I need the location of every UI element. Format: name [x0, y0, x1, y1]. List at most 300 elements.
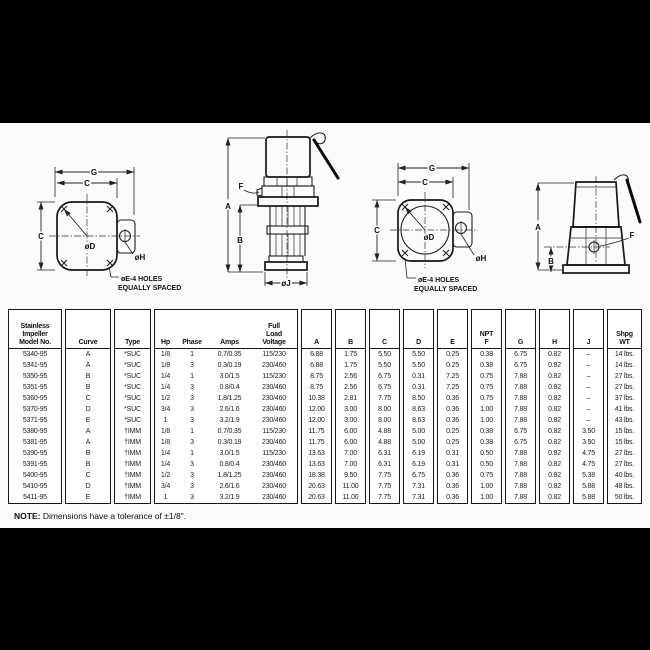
table-cell: 8.00 [378, 417, 391, 424]
table-cell: 7.88 [514, 384, 527, 391]
table-cell: 1/2 [160, 395, 171, 402]
table-cell: 6.75 [514, 351, 527, 358]
table-column-box [114, 309, 151, 504]
table-cell: 0.25 [446, 428, 459, 435]
table-cell: 2.56 [344, 384, 357, 391]
column-header: E [450, 339, 455, 346]
table-cell: 230/460 [262, 494, 286, 501]
table-cell: 0.75 [480, 395, 493, 402]
table-cell: 1.75 [344, 362, 357, 369]
table-cell: 4.75 [582, 450, 595, 457]
table-cell: 0.82 [548, 472, 561, 479]
table-cell: 0.82 [548, 461, 561, 468]
table-column-box [437, 309, 468, 504]
table-cell: 3 [190, 395, 194, 402]
table-column-box [471, 309, 502, 504]
letterbox-bottom [0, 528, 650, 650]
table-cell: 12.00 [308, 417, 325, 424]
table-cell: B [85, 384, 91, 391]
dim-label-c-left: C [38, 232, 44, 241]
dim-label-b: B [548, 257, 554, 266]
dim-label-f: F [238, 182, 244, 191]
table-cell: 27 lbs. [614, 373, 635, 380]
table-cell: 0.82 [548, 351, 561, 358]
dim-label-c-top: C [84, 179, 90, 188]
table-cell: C [85, 395, 91, 402]
table-cell: †IMM [124, 472, 141, 479]
table-cell: 2.6/1.6 [219, 406, 240, 413]
table-cell: 5.50 [378, 351, 391, 358]
table-cell: 230/460 [262, 439, 286, 446]
table-cell: 6.31 [378, 450, 391, 457]
holes-note-line1: øE-4 HOLES [121, 276, 163, 283]
table-cell: 0.31 [412, 384, 425, 391]
table-cell: 4.88 [378, 439, 391, 446]
table-cell: 5390-95 [22, 450, 48, 457]
spec-table [8, 309, 642, 504]
table-cell: 0.82 [548, 494, 561, 501]
table-cell: 7.75 [378, 483, 391, 490]
dim-label-c-left: C [374, 226, 380, 235]
table-cell: 3/4 [160, 483, 171, 490]
column-header: D [416, 339, 421, 346]
table-cell: 6.88 [310, 351, 323, 358]
table-cell: 0.36 [446, 483, 459, 490]
table-cell: 50 lbs. [614, 494, 635, 501]
table-cell: 5.50 [412, 351, 425, 358]
table-cell: 0.82 [548, 428, 561, 435]
table-cell: 7.88 [514, 417, 527, 424]
table-cell: 20.63 [308, 483, 325, 490]
table-cell: 0.25 [446, 439, 459, 446]
table-cell: 7.88 [514, 395, 527, 402]
table-cell: 2.81 [344, 395, 357, 402]
table-column-box [607, 309, 642, 504]
table-cell: 0.38 [480, 351, 493, 358]
table-cell: †IMM [124, 461, 141, 468]
dim-label-h: øH [134, 253, 146, 262]
dim-label-d: øD [84, 242, 96, 251]
table-cell: 0.82 [548, 406, 561, 413]
table-cell: 7.88 [514, 450, 527, 457]
table-cell: C [85, 472, 91, 479]
table-cell: 9.50 [344, 472, 357, 479]
table-cell: †IMM [124, 428, 141, 435]
table-cell: 1/8 [160, 439, 171, 446]
table-cell: 5.50 [378, 362, 391, 369]
table-cell: *SUC [124, 351, 141, 358]
table-cell: 7.88 [514, 373, 527, 380]
table-cell: 6.00 [344, 428, 357, 435]
table-cell: 0.38 [480, 428, 493, 435]
table-cell: 5.88 [582, 494, 595, 501]
table-cell: 0.25 [446, 362, 459, 369]
table-cell: B [85, 373, 91, 380]
table-cell: 1 [163, 494, 168, 501]
table-cell: 0.82 [548, 450, 561, 457]
table-cell: 3.0/1.5 [219, 450, 240, 457]
table-cell: 15 lbs. [614, 428, 635, 435]
table-cell: 3 [190, 472, 194, 479]
table-cell: 0.7/0.35 [217, 351, 242, 358]
table-cell: B [85, 461, 91, 468]
table-column-box [369, 309, 400, 504]
table-cell: *SUC [124, 417, 141, 424]
table-cell: 1.8/1.25 [217, 395, 242, 402]
table-cell: 0.36 [446, 472, 459, 479]
table-cell: 0.31 [412, 373, 425, 380]
table-cell: – [586, 417, 591, 424]
table-cell: D [85, 406, 91, 413]
table-cell: – [586, 373, 591, 380]
table-cell: 3 [190, 461, 194, 468]
table-cell: 37 lbs. [614, 395, 635, 402]
table-cell: 5371-95 [22, 417, 48, 424]
table-cell: 43 lbs. [614, 417, 635, 424]
table-cell: 6.19 [412, 450, 425, 457]
table-cell: 0.82 [548, 362, 561, 369]
table-cell: 18.38 [308, 472, 325, 479]
footnote-text: Dimensions have a tolerance of ±1/8". [40, 511, 187, 521]
dim-label-c-top: C [422, 178, 428, 187]
table-cell: *SUC [124, 395, 141, 402]
catalog-page [0, 123, 650, 528]
table-cell: 230/460 [262, 472, 286, 479]
table-cell: 1/2 [160, 472, 171, 479]
table-cell: 11.00 [342, 494, 359, 501]
table-cell: 3.50 [582, 428, 595, 435]
table-cell: †IMM [124, 483, 141, 490]
table-cell: 5350-95 [22, 373, 48, 380]
table-cell: 1/4 [160, 384, 171, 391]
dim-label-d: øD [423, 233, 435, 242]
table-cell: 0.36 [446, 395, 459, 402]
table-cell: *SUC [124, 406, 141, 413]
column-header: Stainless Impeller Model No. [19, 323, 51, 346]
table-cell: 0.82 [548, 384, 561, 391]
table-cell: 0.82 [548, 483, 561, 490]
table-cell: †IMM [124, 494, 141, 501]
dim-label-h: øH [475, 254, 487, 263]
table-cell: – [586, 384, 591, 391]
table-cell: 5360-95 [22, 395, 48, 402]
dim-label-a: A [535, 223, 541, 232]
table-cell: A [85, 428, 91, 435]
table-cell: 41 lbs. [614, 406, 635, 413]
table-cell: 1/4 [160, 450, 171, 457]
table-cell: 0.8/0.4 [219, 384, 240, 391]
table-cell: 8.63 [412, 406, 425, 413]
table-cell: 1.00 [480, 406, 493, 413]
column-header: Full Load Voltage [262, 323, 286, 346]
table-cell: 230/460 [262, 483, 286, 490]
table-cell: 5341-95 [22, 362, 48, 369]
table-cell: 0.36 [446, 494, 459, 501]
table-cell: 5.00 [412, 439, 425, 446]
table-cell: 0.50 [480, 450, 493, 457]
holes-note-line1: øE-4 HOLES [418, 277, 460, 284]
table-column-box [154, 309, 298, 504]
table-cell: 0.82 [548, 395, 561, 402]
table-cell: 3 [190, 494, 194, 501]
table-cell: 5411-95 [23, 494, 47, 501]
table-cell: 6.19 [412, 461, 425, 468]
dim-label-j: øJ [281, 279, 291, 288]
table-cell: 1 [190, 450, 194, 457]
table-cell: 3 [190, 417, 194, 424]
table-cell: 0.36 [446, 406, 459, 413]
table-cell: 7.25 [446, 373, 459, 380]
table-cell: 0.82 [548, 417, 561, 424]
table-cell: 0.31 [446, 450, 459, 457]
table-cell: 5410-95 [22, 483, 48, 490]
table-cell: 115/230 [262, 351, 286, 358]
table-cell: 11.00 [342, 483, 359, 490]
table-cell: 0.3/0.19 [217, 362, 242, 369]
table-cell: 3 [190, 439, 194, 446]
table-cell: 0.25 [446, 351, 459, 358]
column-header: G [517, 339, 524, 346]
table-cell: 6.75 [412, 472, 425, 479]
table-cell: 15 lbs. [614, 439, 635, 446]
table-cell: 115/230 [262, 428, 286, 435]
table-cell: 0.38 [480, 439, 493, 446]
table-cell: 3.00 [344, 406, 357, 413]
table-cell: 5391-95 [22, 461, 48, 468]
table-cell: †IMM [124, 450, 141, 457]
table-cell: 115/230 [262, 450, 286, 457]
table-cell: 230/460 [262, 384, 286, 391]
table-cell: 8.75 [310, 384, 323, 391]
holes-note-line2: EQUALLY SPACED [414, 286, 478, 293]
table-cell: 230/460 [262, 406, 286, 413]
table-cell: 3 [190, 406, 194, 413]
column-header: H [552, 339, 557, 346]
table-cell: *SUC [124, 362, 141, 369]
table-cell: 7.88 [514, 483, 527, 490]
table-cell: 1.75 [344, 351, 357, 358]
table-cell: A [85, 351, 91, 358]
table-cell: 230/460 [262, 461, 286, 468]
table-cell: 0.75 [480, 373, 493, 380]
table-column-box [335, 309, 366, 504]
table-cell: 5381-95 [22, 439, 48, 446]
side-view-drawing-immersion [213, 128, 353, 300]
table-cell: A [85, 362, 91, 369]
column-header: Type [124, 339, 141, 346]
table-cell: 3.2/1.9 [219, 494, 240, 501]
table-cell: 6.88 [310, 362, 323, 369]
table-cell: 2.56 [344, 373, 357, 380]
table-cell: 12.00 [308, 406, 325, 413]
table-cell: 1.00 [480, 417, 493, 424]
table-cell: – [586, 406, 591, 413]
table-cell: 3 [190, 384, 194, 391]
table-cell: 5400-95 [22, 472, 48, 479]
table-cell: 230/460 [262, 362, 286, 369]
table-cell: 7.88 [514, 461, 527, 468]
table-cell: 0.8/0.4 [219, 461, 240, 468]
table-cell: 14 lbs. [614, 351, 635, 358]
column-header: A [314, 339, 319, 346]
table-column-box [505, 309, 536, 504]
table-cell: 0.75 [480, 384, 493, 391]
table-cell: 8.63 [412, 417, 425, 424]
table-cell: 7.00 [344, 461, 357, 468]
letterbox-top [0, 0, 650, 123]
table-cell: 0.38 [480, 362, 493, 369]
table-cell: 5.38 [582, 472, 595, 479]
table-cell: 230/460 [262, 395, 286, 402]
table-cell: 6.00 [344, 439, 357, 446]
table-cell: 0.50 [480, 461, 493, 468]
table-cell: 14 lbs. [614, 362, 635, 369]
table-cell: 0.82 [548, 439, 561, 446]
table-cell: 0.31 [446, 461, 459, 468]
table-column-box [301, 309, 332, 504]
table-cell: 0.7/0.35 [217, 428, 242, 435]
table-cell: – [586, 362, 591, 369]
table-cell: 6.75 [514, 428, 527, 435]
table-cell: 6.75 [378, 384, 391, 391]
side-view-drawing-suction [528, 138, 650, 303]
table-cell: 0.36 [446, 417, 459, 424]
table-cell: 3 [190, 483, 194, 490]
column-header: Shpg WT [616, 331, 633, 346]
table-cell: 1/8 [160, 351, 171, 358]
table-cell: 1 [163, 417, 168, 424]
table-cell: 1/4 [160, 373, 171, 380]
table-cell: 13.63 [308, 461, 325, 468]
table-cell: 115/230 [262, 373, 286, 380]
table-cell: 5.00 [412, 428, 425, 435]
table-cell: 7.88 [514, 494, 527, 501]
table-cell: 7.75 [378, 395, 391, 402]
holes-note-line2: EQUALLY SPACED [118, 285, 182, 292]
table-cell: 1 [190, 373, 194, 380]
footnote-label: NOTE: [14, 511, 41, 521]
table-cell: 3.0/1.5 [219, 373, 240, 380]
table-cell: 7.75 [378, 472, 391, 479]
table-cell: 6.75 [514, 439, 527, 446]
table-cell: 7.31 [412, 483, 425, 490]
table-cell: 48 lbs. [614, 483, 635, 490]
table-cell: 5.88 [582, 483, 595, 490]
dim-label-g: G [90, 168, 98, 177]
table-cell: 7.75 [378, 494, 391, 501]
table-cell: 6.75 [514, 362, 527, 369]
table-cell: 10.38 [308, 395, 325, 402]
table-cell: *SUC [124, 373, 141, 380]
table-cell: 1.00 [480, 494, 493, 501]
table-cell: 1/8 [160, 362, 171, 369]
dim-label-a: A [225, 202, 231, 211]
table-cell: 4.88 [378, 428, 391, 435]
table-cell: 7.31 [412, 494, 425, 501]
column-header: J [586, 339, 591, 346]
table-cell: D [85, 483, 91, 490]
top-view-drawing-imm [368, 138, 508, 303]
top-view-drawing-suc [28, 135, 208, 297]
table-column-box [539, 309, 570, 504]
table-cell: 0.3/0.19 [217, 439, 242, 446]
table-cell: 8.00 [378, 406, 391, 413]
table-cell: 5370-95 [22, 406, 48, 413]
table-column-box [573, 309, 604, 504]
table-cell: – [586, 395, 591, 402]
table-cell: 13.63 [308, 450, 325, 457]
table-cell: B [85, 450, 91, 457]
table-cell: 7.88 [514, 472, 527, 479]
table-cell: 1.00 [480, 483, 493, 490]
table-cell: 27 lbs. [614, 461, 635, 468]
column-header: Amps [220, 339, 239, 346]
table-cell: 5380-95 [22, 428, 48, 435]
table-cell: †IMM [124, 439, 141, 446]
footnote [14, 511, 186, 521]
table-cell: *SUC [124, 384, 141, 391]
table-cell: E [85, 417, 91, 424]
table-cell: 8.50 [412, 395, 425, 402]
table-cell: 1 [190, 351, 194, 358]
table-cell: 0.75 [480, 472, 493, 479]
table-cell: 2.6/1.6 [219, 483, 240, 490]
table-cell: 7.88 [514, 406, 527, 413]
table-cell: 0.82 [548, 373, 561, 380]
table-cell: 6.31 [378, 461, 391, 468]
column-header: B [348, 339, 353, 346]
table-cell: 11.75 [308, 439, 325, 446]
table-cell: 1/4 [160, 461, 171, 468]
table-cell: 7.25 [446, 384, 459, 391]
table-cell: 27 lbs. [614, 450, 635, 457]
table-cell: 20.63 [308, 494, 325, 501]
column-header: Curve [78, 339, 98, 346]
table-column-box [403, 309, 434, 504]
table-cell: 11.75 [308, 428, 325, 435]
table-cell: – [586, 351, 591, 358]
table-column-box [65, 309, 111, 504]
table-cell: 40 lbs. [614, 472, 635, 479]
table-column-box [8, 309, 62, 504]
table-cell: 3/4 [160, 406, 171, 413]
table-cell: 4.75 [582, 461, 595, 468]
table-cell: 5351-95 [22, 384, 48, 391]
dim-label-g: G [428, 164, 436, 173]
dim-label-f: F [629, 231, 635, 240]
table-cell: 3 [190, 362, 194, 369]
table-cell: 3.2/1.9 [219, 417, 240, 424]
column-header: NPT F [479, 331, 494, 346]
table-cell: 230/460 [262, 417, 286, 424]
column-header: Hp [161, 339, 170, 346]
table-cell: 6.75 [378, 373, 391, 380]
table-cell: 1.8/1.25 [217, 472, 242, 479]
table-cell: A [85, 439, 91, 446]
column-header: C [382, 339, 387, 346]
table-cell: E [85, 494, 91, 501]
column-header: Phase [182, 339, 202, 346]
dim-label-b: B [237, 236, 243, 245]
table-cell: 3.50 [582, 439, 595, 446]
table-cell: 8.75 [310, 373, 323, 380]
table-cell: 1/8 [160, 428, 171, 435]
table-cell: 5.50 [412, 362, 425, 369]
table-cell: 7.00 [344, 450, 357, 457]
table-cell: 5340-95 [22, 351, 48, 358]
table-cell: 27 lbs. [614, 384, 635, 391]
table-cell: 1 [190, 428, 194, 435]
